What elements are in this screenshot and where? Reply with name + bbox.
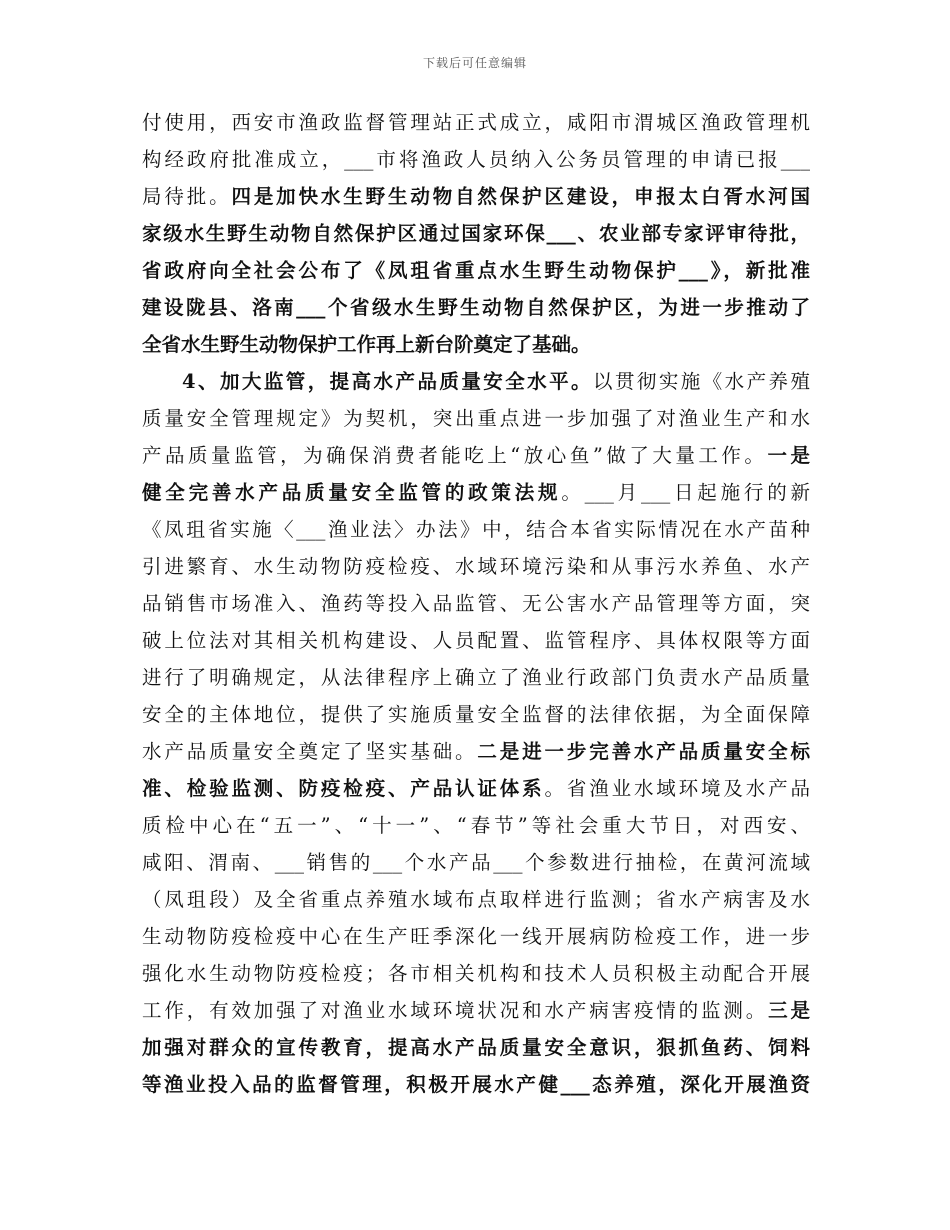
text-line xyxy=(142,252,810,289)
text-line xyxy=(142,511,810,548)
text-run: 产品质量监管，为确保消费者能吃上“放心鱼”做了大量工作。 xyxy=(142,444,768,467)
text-line xyxy=(142,289,810,326)
bold-text-run: 加强对群众的宣传教育，提高水产品质量安全意识，狠抓鱼药、饲料 xyxy=(142,1036,810,1059)
text-run: 付使用，西安市渔政监督管理站正式成立，咸阳市渭城区渔政管理机 xyxy=(142,111,810,134)
text-line xyxy=(142,955,810,992)
text-run: 品销售市场准入、渔药等投入品监管、无公害水产品管理等方面，突 xyxy=(142,592,810,615)
text-run: 工作，有效加强了对渔业水域环境状况和水产病害疫情的监测。 xyxy=(142,999,769,1022)
bold-text-run: 准、检验监测、防疫检疫、产品认证体系 xyxy=(142,777,545,800)
bold-text-run: 三是 xyxy=(768,999,810,1022)
text-run: 进行了明确规定，从法律程序上确立了渔业行政部门负责水产品质量 xyxy=(142,666,810,689)
text-line xyxy=(142,696,810,733)
text-line xyxy=(142,733,810,770)
text-line xyxy=(142,474,810,511)
text-line xyxy=(142,104,810,141)
text-line xyxy=(142,178,810,215)
text-line xyxy=(142,141,810,178)
text-run: 引进繁育、水生动物防疫检疫、水域环境污染和从事污水养鱼、水产 xyxy=(142,555,810,578)
text-line xyxy=(142,548,810,585)
bold-text-run: 二是进一步完善水产品质量安全标 xyxy=(477,740,810,763)
text-line xyxy=(142,437,810,474)
text-run: 。省渔业水域环境及水产品 xyxy=(544,777,810,800)
text-run: 。___月___日起施行的新 xyxy=(561,481,810,504)
text-run: 咸阳、渭南、___销售的___个水产品___个参数进行抽检，在黄河流域 xyxy=(142,851,810,874)
document-body xyxy=(142,104,810,1103)
text-run: 以贯彻实施《水产养殖 xyxy=(593,370,810,393)
text-run: 《凤珇省实施〈___渔业法〉办法》中，结合本省实际情况在水产苗种 xyxy=(142,518,810,541)
text-line xyxy=(142,1029,810,1066)
text-run: 质量安全管理规定》为契机，突出重点进一步加强了对渔业生产和水 xyxy=(142,407,810,430)
text-line xyxy=(142,659,810,696)
text-run: 破上位法对其相关机构建设、人员配置、监管程序、具体权限等方面 xyxy=(142,629,810,652)
text-run: 水产品质量安全奠定了坚实基础。 xyxy=(142,740,478,763)
text-line xyxy=(142,1066,810,1103)
text-line xyxy=(142,326,810,363)
text-run: 安全的主体地位，提供了实施质量安全监督的法律依据，为全面保障 xyxy=(142,703,810,726)
text-run: 质检中心在“五一”、“十一”、“春节”等社会重大节日，对西安、 xyxy=(142,814,810,837)
text-line xyxy=(142,844,810,881)
text-line xyxy=(142,400,810,437)
bold-text-run: 建设陇县、洛南___个省级水生野生动物自然保护区，为进一步推动了 xyxy=(142,296,810,319)
text-line xyxy=(142,770,810,807)
text-line xyxy=(142,807,810,844)
bold-text-run: 健全完善水产品质量安全监管的政策法规 xyxy=(142,481,562,504)
bold-text-run: 省政府向全社会公布了《凤珇省重点水生野生动物保护___》，新批准 xyxy=(142,259,810,282)
text-run: 强化水生动物防疫检疫；各市相关机构和技术人员积极主动配合开展 xyxy=(142,962,810,985)
text-line xyxy=(142,215,810,252)
text-run: 局待批。 xyxy=(142,185,232,208)
text-run: （凤珇段）及全省重点养殖水域布点取样进行监测；省水产病害及水 xyxy=(142,888,810,911)
bold-text-run: 等渔业投入品的监督管理，积极开展水产健___态养殖，深化开展渔资 xyxy=(142,1073,810,1096)
bold-text-run: 四是加快水生野生动物自然保护区建设，申报太白胥水河国 xyxy=(231,185,810,208)
bold-text-run: 全省水生野生动物保护工作再上新台阶奠定了基础。 xyxy=(142,333,591,356)
text-line xyxy=(142,363,810,400)
bold-text-run: 家级水生野生动物自然保护区通过国家环保___、农业部专家评审待批， xyxy=(142,222,810,245)
bold-text-run: 一是 xyxy=(767,444,810,467)
bold-text-run: 4、加大监管，提高水产品质量安全水平。 xyxy=(182,370,593,393)
text-run: 构经政府批准成立，___市将渔政人员纳入公务员管理的申请已报___ xyxy=(142,148,810,171)
text-line xyxy=(142,918,810,955)
page-header: 下载后可任意编辑 xyxy=(422,56,527,70)
text-line xyxy=(142,881,810,918)
text-line xyxy=(142,992,810,1029)
text-run: 生动物防疫检疫中心在生产旺季深化一线开展病防检疫工作，进一步 xyxy=(142,925,810,948)
text-line xyxy=(142,622,810,659)
text-line xyxy=(142,585,810,622)
